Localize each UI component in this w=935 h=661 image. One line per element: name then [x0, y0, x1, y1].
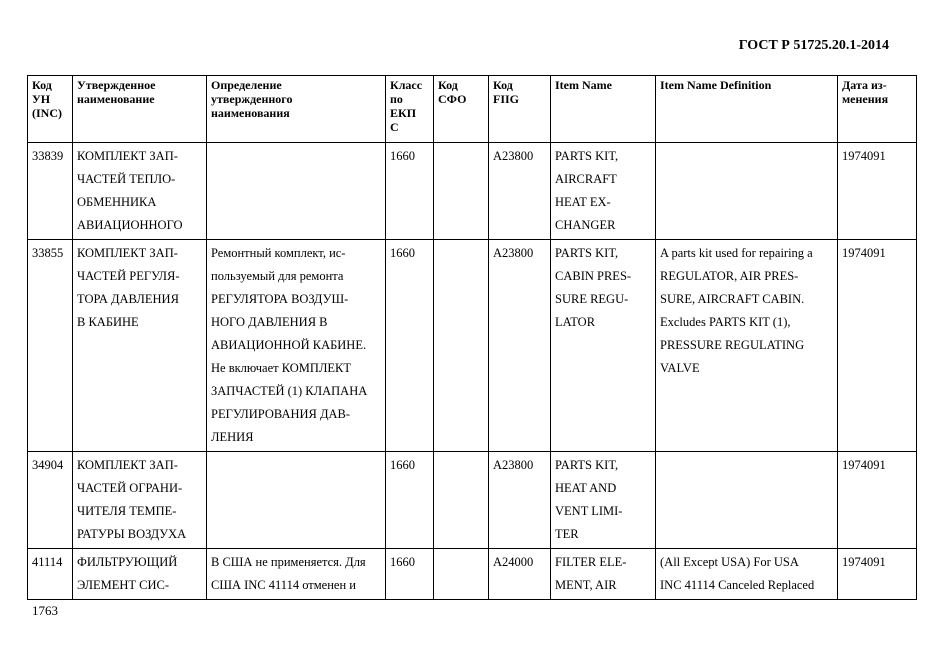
cell-line: ЧАСТЕЙ РЕГУЛЯ-: [77, 269, 180, 283]
cell-line: АВИАЦИОННОГО: [77, 218, 183, 232]
header-line: (INC): [32, 106, 62, 120]
cell-line: ЧИТЕЛЯ ТЕМПЕ-: [77, 504, 177, 518]
date-cell: 1974091: [838, 549, 917, 600]
cell-line: Ремонтный комплект, ис-: [211, 246, 346, 260]
approved-name-cell: [73, 240, 207, 452]
cell-line: ОБМЕННИКА: [77, 195, 157, 209]
sfo-cell: [434, 452, 489, 549]
date-cell: 1974091: [838, 452, 917, 549]
cell-line: ЧАСТЕЙ ОГРАНИ-: [77, 481, 183, 495]
cell-line: РЕГУЛИРОВАНИЯ ДАВ-: [211, 407, 351, 421]
sfo-cell: [434, 549, 489, 600]
item-def-cell: [656, 452, 838, 549]
item-def-cell: [656, 549, 838, 600]
item-def-cell: [656, 240, 838, 452]
inc-cell: 33855: [28, 240, 73, 452]
approved-name-cell: [73, 452, 207, 549]
cell-line: PARTS KIT,: [555, 149, 619, 163]
cell-line: PARTS KIT,: [555, 458, 619, 472]
class-cell: 1660: [386, 549, 434, 600]
cell-line: Не включает КОМПЛЕКТ: [211, 361, 352, 375]
table-row: [28, 549, 917, 600]
cell-line: LATOR: [555, 315, 596, 329]
header-line: Код: [32, 78, 52, 92]
table-row: [28, 240, 917, 452]
inc-cell: 33839: [28, 143, 73, 240]
cell-line: INC 41114 Canceled Replaced: [660, 578, 815, 592]
cell-line: РАТУРЫ ВОЗДУХА: [77, 527, 187, 541]
header-col-approved-name: [73, 76, 207, 143]
header-col-item-name: [551, 76, 656, 143]
header-line: СФО: [438, 92, 467, 106]
definition-cell: [207, 452, 386, 549]
header-col-class: [386, 76, 434, 143]
cell-line: КОМПЛЕКТ ЗАП-: [77, 246, 178, 260]
header-col-change-date: [838, 76, 917, 143]
header-line: Код: [438, 78, 458, 92]
cell-line: пользуемый для ремонта: [211, 269, 344, 283]
definition-cell: [207, 549, 386, 600]
cell-line: США INC 41114 отменен и: [211, 578, 356, 592]
header-col-fiig: [489, 76, 551, 143]
date-cell: 1974091: [838, 143, 917, 240]
cell-line: TER: [555, 527, 579, 541]
catalog-table: [27, 75, 917, 600]
item-def-cell: [656, 143, 838, 240]
header-line: ЕКП: [390, 106, 417, 120]
cell-line: ЛЕНИЯ: [211, 430, 254, 444]
standard-code: ГОСТ Р 51725.20.1-2014: [738, 38, 889, 53]
cell-line: AIRCRAFT: [555, 172, 617, 186]
item-name-cell: [551, 452, 656, 549]
header-line: утвержденного: [211, 92, 293, 106]
header-line: FIIG: [493, 92, 520, 106]
class-cell: 1660: [386, 240, 434, 452]
cell-line: PARTS KIT,: [555, 246, 619, 260]
sfo-cell: [434, 143, 489, 240]
header-col-sfo: [434, 76, 489, 143]
cell-line: В КАБИНЕ: [77, 315, 139, 329]
cell-line: Excludes PARTS KIT (1),: [660, 315, 791, 329]
cell-line: CABIN PRES-: [555, 269, 632, 283]
inc-cell: 41114: [28, 549, 73, 600]
approved-name-cell: [73, 143, 207, 240]
cell-line: HEAT EX-: [555, 195, 611, 209]
fiig-cell: A23800: [489, 143, 551, 240]
header-line: Класс: [390, 78, 423, 92]
item-name-cell: [551, 143, 656, 240]
table-row: [28, 143, 917, 240]
header-line: Определение: [211, 78, 282, 92]
header-line: Дата из-: [842, 78, 887, 92]
header-line: Код: [493, 78, 513, 92]
header-col-item-name-definition: [656, 76, 838, 143]
cell-line: VENT LIMI-: [555, 504, 623, 518]
cell-line: CHANGER: [555, 218, 616, 232]
cell-line: КОМПЛЕКТ ЗАП-: [77, 458, 178, 472]
cell-line: REGULATOR, AIR PRES-: [660, 269, 799, 283]
fiig-cell: A23800: [489, 452, 551, 549]
header-line: наименования: [211, 106, 290, 120]
cell-line: PRESSURE REGULATING: [660, 338, 805, 352]
header-col-name-definition: [207, 76, 386, 143]
header-line: наименование: [77, 92, 155, 106]
cell-line: VALVE: [660, 361, 700, 375]
header-line: менения: [842, 92, 889, 106]
fiig-cell: A23800: [489, 240, 551, 452]
class-cell: 1660: [386, 143, 434, 240]
approved-name-cell: [73, 549, 207, 600]
date-cell: 1974091: [838, 240, 917, 452]
table-row: [28, 452, 917, 549]
table-header-row: [28, 76, 917, 143]
cell-line: ЭЛЕМЕНТ СИС-: [77, 578, 169, 592]
item-name-cell: [551, 549, 656, 600]
item-name-cell: [551, 240, 656, 452]
definition-cell: [207, 240, 386, 452]
cell-line: HEAT AND: [555, 481, 617, 495]
fiig-cell: A24000: [489, 549, 551, 600]
definition-cell: [207, 143, 386, 240]
cell-line: SURE, AIRCRAFT CABIN.: [660, 292, 805, 306]
cell-line: MENT, AIR: [555, 578, 617, 592]
cell-line: A parts kit used for repairing a: [660, 246, 813, 260]
cell-line: КОМПЛЕКТ ЗАП-: [77, 149, 178, 163]
cell-line: АВИАЦИОННОЙ КАБИНЕ.: [211, 338, 367, 352]
header-line: Утвержденное: [77, 78, 156, 92]
cell-line: РЕГУЛЯТОРА ВОЗДУШ-: [211, 292, 349, 306]
cell-line: ТОРА ДАВЛЕНИЯ: [77, 292, 179, 306]
cell-line: SURE REGU-: [555, 292, 629, 306]
class-cell: 1660: [386, 452, 434, 549]
cell-line: В США не применяется. Для: [211, 555, 366, 569]
inc-cell: 34904: [28, 452, 73, 549]
cell-line: ЗАПЧАСТЕЙ (1) КЛАПАНА: [211, 384, 368, 398]
header-line: Item Name: [555, 78, 612, 92]
cell-line: ЧАСТЕЙ ТЕПЛО-: [77, 172, 176, 186]
page-number: 1763: [32, 603, 58, 618]
cell-line: ФИЛЬТРУЮЩИЙ: [77, 555, 178, 569]
header-line: УН: [32, 92, 51, 106]
header-col-inc: [28, 76, 73, 143]
header-line: по: [390, 92, 403, 106]
sfo-cell: [434, 240, 489, 452]
cell-line: НОГО ДАВЛЕНИЯ В: [211, 315, 328, 329]
header-line: Item Name Definition: [660, 78, 772, 92]
header-line: С: [390, 120, 399, 134]
cell-line: FILTER ELE-: [555, 555, 627, 569]
cell-line: (All Except USA) For USA: [660, 555, 799, 569]
